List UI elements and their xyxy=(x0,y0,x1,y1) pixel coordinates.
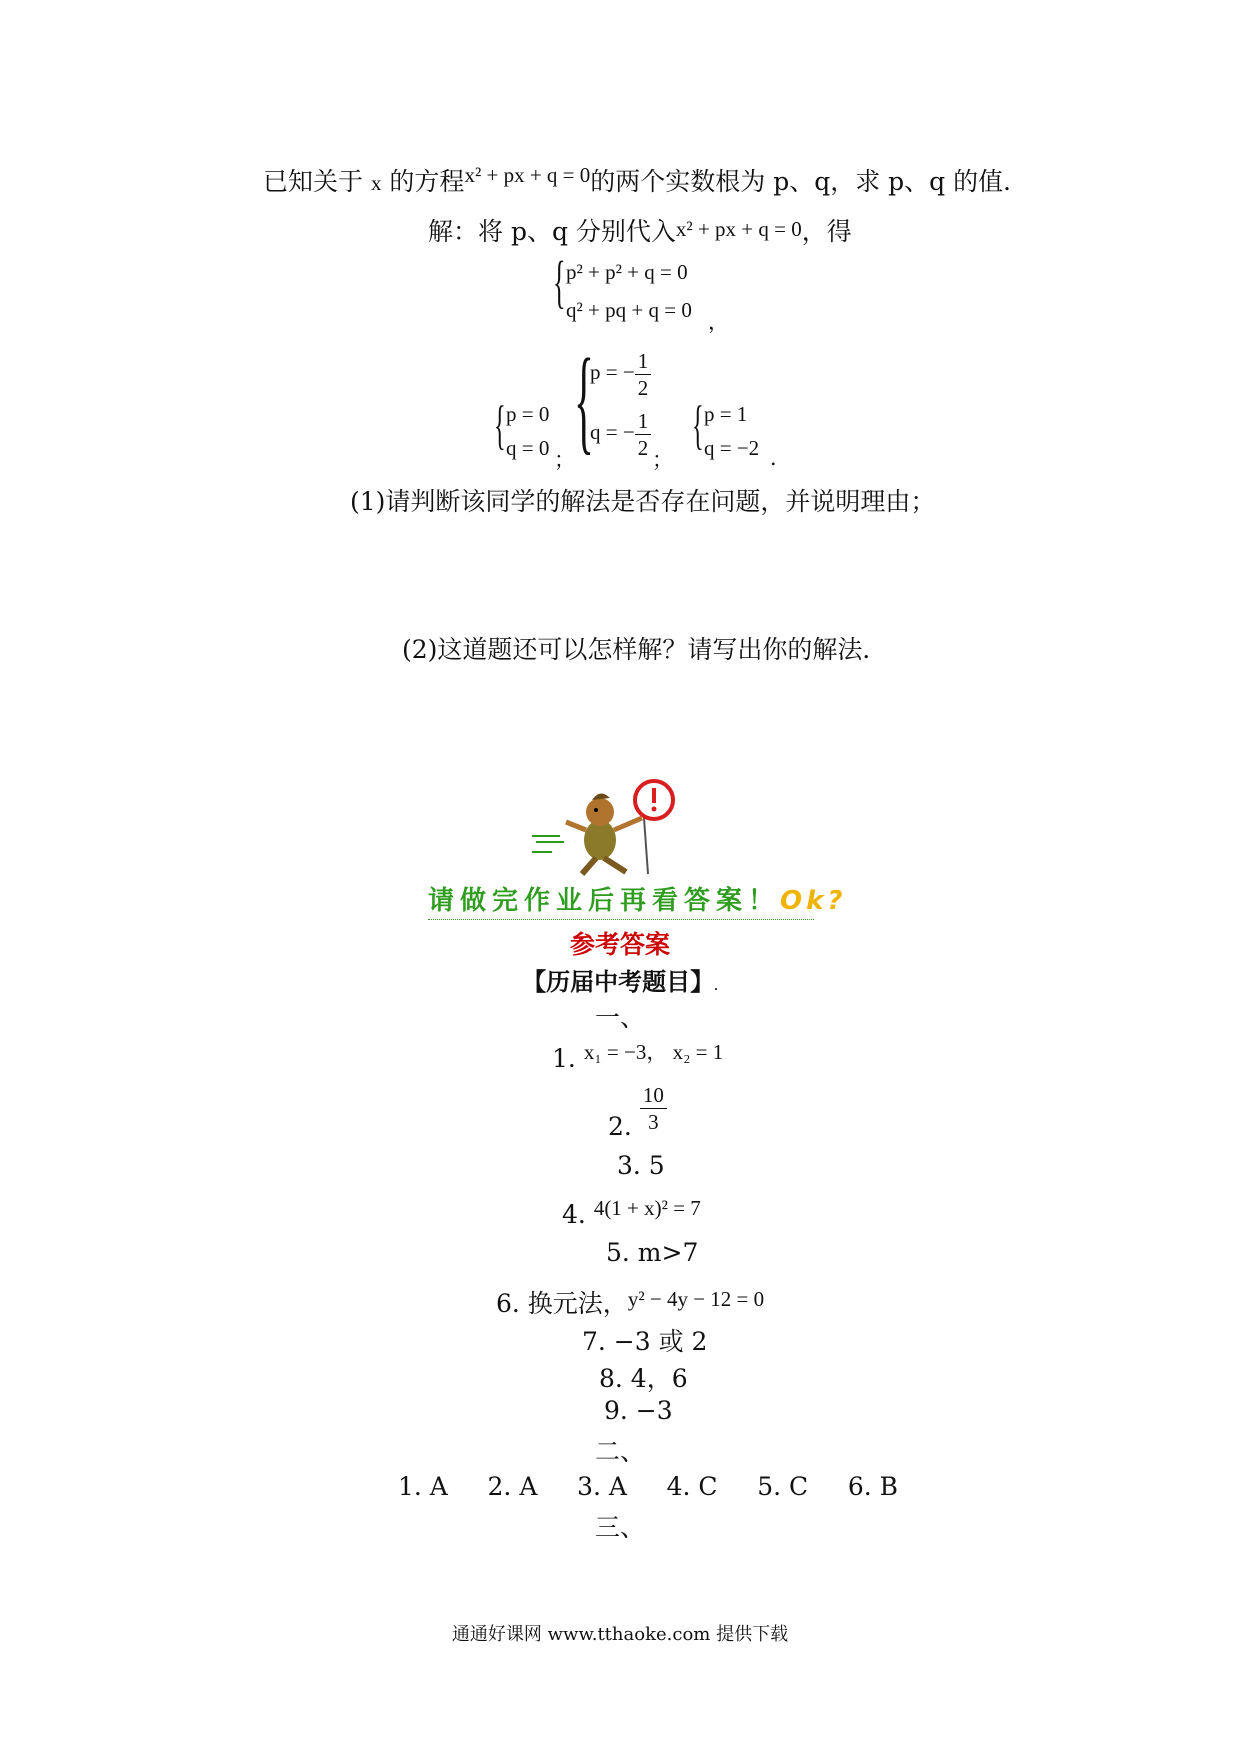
section-2-heading: 二、 xyxy=(594,1437,645,1466)
answers-title: 参考答案 xyxy=(569,930,670,959)
section-3-heading: 三、 xyxy=(594,1513,645,1542)
question-2: (2)这道题还可以怎样解？请写出你的解法． xyxy=(402,635,888,664)
answer-6: 6. 换元法，$^{y^2 - 4y - 12 = 0}$ xyxy=(496,1287,765,1318)
answer-7: 7. −3 或 2 xyxy=(582,1327,708,1356)
solution-lead: 解：将 p、q 分别代入x² + px + q = 0，得 xyxy=(428,217,852,246)
reminder-banner: 请做完作业后再看答案！Ok? xyxy=(428,880,814,920)
answer-4: 4. $^{4(1 + x)^2 = 7}$ xyxy=(562,1196,701,1229)
problem-equation: x² + px + q = 0 xyxy=(464,163,591,187)
answer-2: 2. $\frac{10}{3}$ xyxy=(608,1086,667,1139)
problem-statement: 已知关于 x 的方程$^{x^2 + px + q = 0}$的两个实数根为 p、q，求 p、q 的值． xyxy=(263,163,1029,196)
answers-subtitle: 【历届中考题目】. xyxy=(522,968,718,996)
answer-8: 8. 4，6 xyxy=(599,1364,688,1393)
sol3-line1: p = 1 xyxy=(704,402,748,426)
section-1-heading: 一、 xyxy=(594,1003,645,1032)
answer-3: 3. 5 xyxy=(617,1151,665,1180)
sol1-line2: q = 0 xyxy=(506,436,550,460)
mc-answer: 1. A xyxy=(398,1472,448,1501)
mc-answer: 4. C xyxy=(666,1472,718,1501)
answer-5: 5. m>7 xyxy=(606,1238,699,1267)
left-brace: { xyxy=(553,249,566,314)
brace-set1: { xyxy=(494,395,506,455)
mc-answers xyxy=(398,1472,898,1501)
page-footer: 通通好课网 www.tthaoke.com 提供下载 xyxy=(451,1624,789,1645)
mc-answer: 5. C xyxy=(757,1472,809,1501)
sol1-line1: p = 0 xyxy=(506,402,550,426)
sol3-line2: q = −2 xyxy=(704,436,760,460)
sol2-line1: p = − $\frac{1}{2}$ xyxy=(590,348,651,401)
mc-answer: 2. A xyxy=(487,1472,538,1501)
answer-9: 9. −3 xyxy=(604,1396,673,1425)
mc-answer: 6. B xyxy=(847,1472,898,1501)
cartoon-boy-icon xyxy=(530,778,690,878)
sol2-line2: q = − $\frac{1}{2}$ xyxy=(590,408,651,461)
mc-answer: 3. A xyxy=(577,1472,627,1501)
answer-1: 1. $^{x_1 = -3, x_2 = 1}$ xyxy=(552,1040,724,1073)
solution-sets: { p = 0 q = 0 ； { p = − $\frac{1}{2}$ q = − $\frac{1}{2}$ ； { p = 1 q = −2 ． xyxy=(494,334,791,472)
question-1: (1)请判断该同学的解法是否存在问题，并说明理由； xyxy=(350,487,936,516)
brace-set3: { xyxy=(692,395,704,455)
brace-set2: { xyxy=(574,334,594,465)
